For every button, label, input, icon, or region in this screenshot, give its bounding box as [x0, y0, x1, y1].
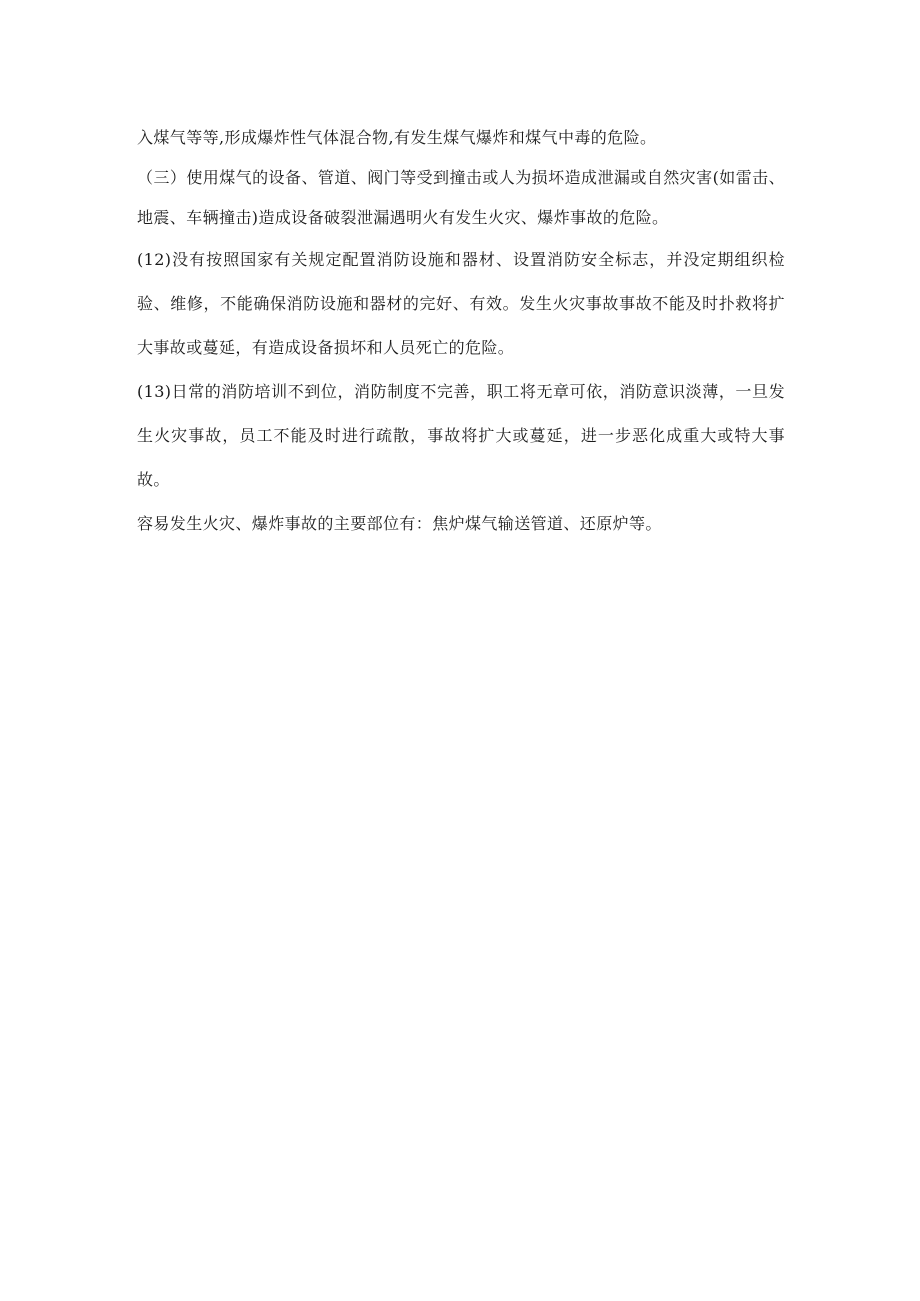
paragraph-fire-facilities: (12)没有按照国家有关规定配置消防设施和器材、设置消防安全标志，并没定期组织检验、维修，不能确保消防设施和器材的完好、有效。发生火灾事故事故不能及时扑救将扩大事故或蔓延，有造成设备损坏和人员死亡的危险。 [137, 250, 785, 357]
paragraph-equipment-leak: （三）使用煤气的设备、管道、阀门等受到撞击或人为损坏造成泄漏或自然灾害(如雷击、地震、车辆撞击)造成设备破裂泄漏遇明火有发生火灾、爆炸事故的危险。 [137, 168, 785, 227]
document-body [137, 118, 785, 546]
paragraph-fire-training: (13)日常的消防培训不到位，消防制度不完善，职工将无章可依，消防意识淡薄，一旦发生火灾事故，员工不能及时进行疏散，事故将扩大或蔓延，进一步恶化成重大或特大事故。 [137, 382, 785, 489]
paragraph-key-locations: 容易发生火灾、爆炸事故的主要部位有：焦炉煤气输送管道、还原炉等。 [137, 514, 662, 533]
paragraph-gas-mixture: 入煤气等等,形成爆炸性气体混合物,有发生煤气爆炸和煤气中毒的危险。 [137, 128, 657, 147]
